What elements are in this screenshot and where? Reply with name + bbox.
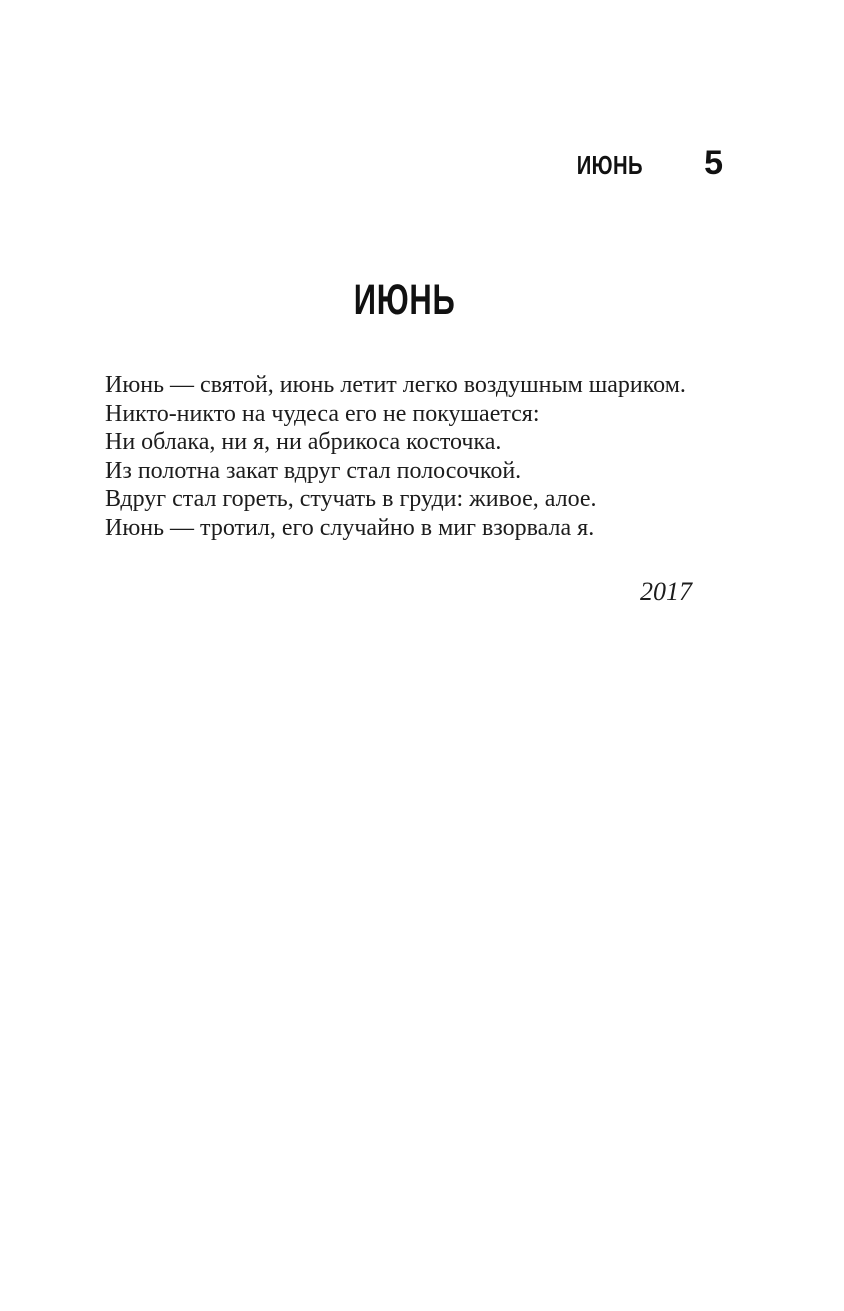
poem-year: 2017 [640, 577, 692, 606]
poem-line: Июнь — тротил, его случайно в миг взорвала я. [105, 514, 595, 541]
poem-line: Июнь — святой, июнь летит легко воздушным шариком. [105, 372, 686, 398]
running-header-title: ИЮНЬ [576, 150, 643, 180]
poem-title [0, 278, 810, 322]
poem-line: Вдруг стал гореть, стучать в груди: живое, алое. [105, 486, 597, 512]
poem-line: Из полотна закат вдруг стал полосочкой. [105, 457, 522, 484]
poem-line: Никто-никто на чудеса его не покушается: [105, 400, 540, 427]
poem-title-text: ИЮНЬ [354, 276, 456, 324]
page-number: 5 [704, 144, 723, 182]
poem-body [105, 371, 686, 542]
poem-line: Ни облака, ни я, ни абрикоса косточка. [105, 429, 502, 455]
